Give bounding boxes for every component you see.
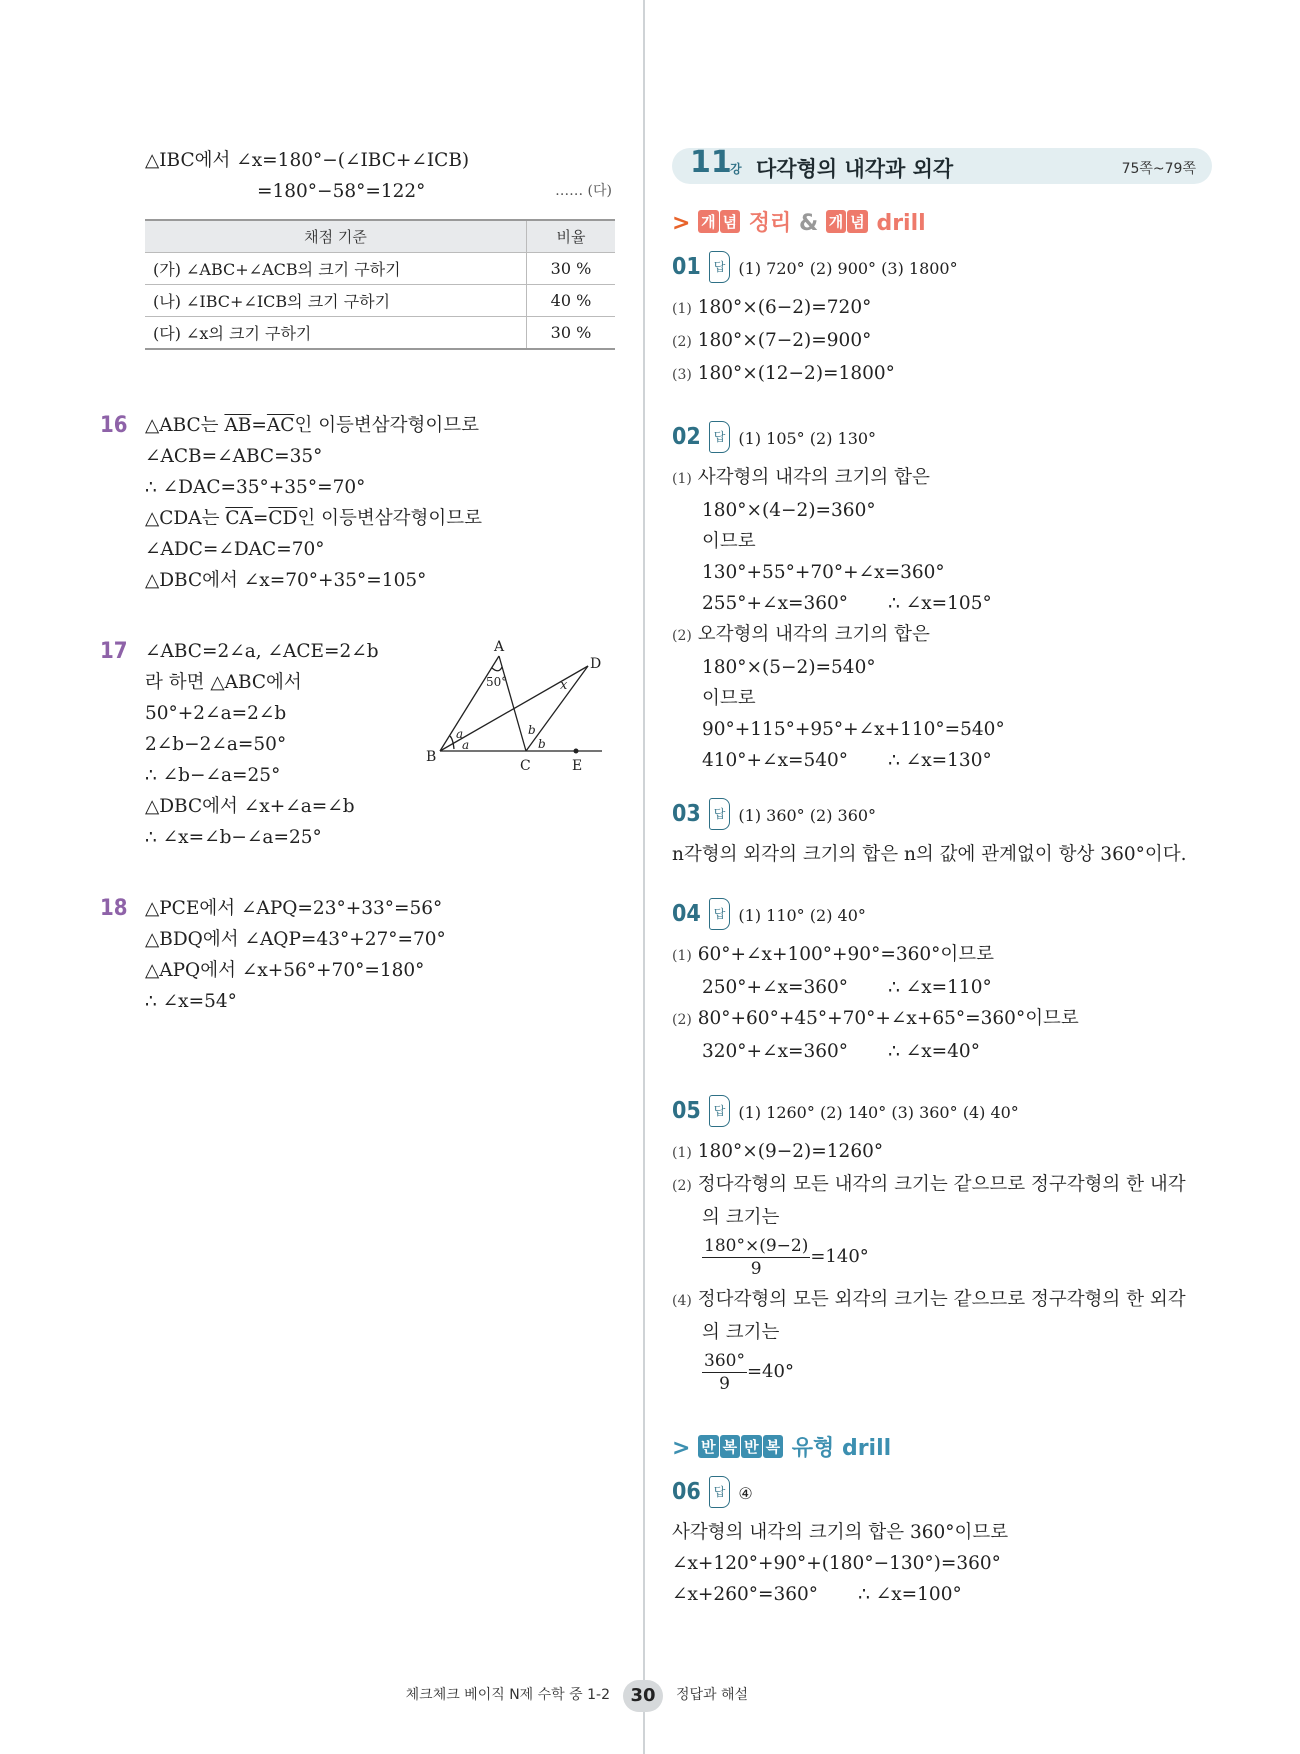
p16-line-6: △DBC에서 ∠x=70°+35°=105° [145, 570, 427, 591]
chapter-number: 11 [690, 145, 732, 180]
p16-line-2: ∠ACB=∠ABC=35° [145, 446, 323, 467]
chevron-right-icon: > [672, 211, 691, 236]
p17-line: ∠ABC=2∠a, ∠ACE=2∠b [145, 641, 379, 662]
question-05 [672, 1095, 1212, 1395]
angle-arc-a [492, 667, 502, 671]
solution-line [672, 1579, 1212, 1610]
text: = [252, 508, 269, 529]
solution-text: 180°×(9−2)=1260° [697, 1141, 884, 1162]
segment-ab: $\overline{AB}$ [224, 415, 252, 436]
item-label: (2) [672, 1012, 692, 1028]
badge: 개 [698, 210, 719, 233]
solution-result: ∴ ∠x=100° [858, 1584, 962, 1605]
problem-15-continuation [100, 145, 620, 207]
scoring-table [145, 219, 615, 350]
solution-line: n각형의 외각의 크기의 합은 n의 값에 관계없이 항상 360°이다. [672, 844, 1187, 865]
left-column [100, 145, 620, 1017]
question-number: 03 [672, 801, 701, 827]
point-e [574, 749, 579, 754]
p16-line-3: ∴ ∠DAC=35°+35°=70° [145, 477, 366, 498]
problem-18 [100, 893, 620, 1017]
solution-text: 오각형의 내각의 크기의 합은 [697, 624, 930, 645]
question-number: 02 [672, 424, 701, 450]
badge: 복 [720, 1435, 741, 1458]
solution-line [672, 1169, 1212, 1202]
criteria-cell: (나) ∠IBC+∠ICB의 크기 구하기 [145, 285, 527, 317]
answer-text: (1) 360° (2) 360° [738, 806, 877, 825]
p18-line: △APQ에서 ∠x+56°+70°=180° [145, 960, 425, 981]
label-angle-a1: a [456, 727, 464, 741]
denominator: 9 [750, 1259, 762, 1279]
text: 인 이등변삼각형이므로 [294, 415, 480, 436]
answer-text: (1) 110° (2) 40° [738, 906, 866, 925]
solution-line: 의 크기는 [702, 1207, 780, 1228]
solution-text: 255°+∠x=360° [702, 593, 849, 614]
question-body [672, 939, 1212, 1067]
fraction [702, 1350, 747, 1395]
text: 인 이등변삼각형이므로 [297, 508, 482, 529]
item-label: (1) [672, 948, 692, 964]
problem-number: 18 [100, 896, 128, 921]
solution-line [672, 619, 1212, 652]
numerator: 180°×(9−2) [704, 1236, 809, 1256]
badge: 념 [720, 210, 741, 233]
p18-line: △BDQ에서 ∠AQP=43°+27°=70° [145, 929, 446, 950]
line-cd [526, 666, 588, 751]
ratio-cell: 40 % [527, 285, 616, 317]
answer-text: (1) 1260° (2) 140° (3) 360° (4) 40° [738, 1103, 1019, 1122]
question-02 [672, 421, 1212, 776]
solution-line [672, 292, 1212, 325]
solution-line: 130°+55°+70°+∠x=360° [702, 562, 945, 583]
section-text: 정리 [741, 211, 799, 236]
answer-badge: 답 [709, 1476, 731, 1508]
center-divider [643, 0, 645, 1754]
answer-badge: 답 [709, 898, 731, 930]
table-row [145, 285, 615, 317]
segment-cd: $\overline{CD}$ [268, 508, 298, 529]
solution-text: 80°+60°+45°+70°+∠x+65°=360°이므로 [697, 1008, 1079, 1029]
solution-line [672, 325, 1212, 358]
ratio-cell: 30 % [527, 253, 616, 285]
p16-line-4 [145, 503, 620, 534]
question-body [672, 1136, 1212, 1395]
p17-line: 2∠b−2∠a=50° [145, 734, 287, 755]
header-ratio: 비율 [527, 220, 616, 253]
section-type-drill [672, 1431, 1212, 1462]
answer-text: (1) 720° (2) 900° (3) 1800° [738, 259, 958, 278]
label-angle-b2: b [538, 737, 546, 751]
solution-line: 90°+115°+95°+∠x+110°=540° [702, 719, 1005, 740]
p17-line: ∴ ∠b−∠a=25° [145, 765, 281, 786]
solution-line: 180°×(4−2)=360° [702, 500, 876, 521]
question-number: 04 [672, 901, 701, 927]
solution-line [672, 939, 1212, 972]
solution-text: 180°×(12−2)=1800° [697, 363, 895, 384]
item-label: (2) [672, 1178, 692, 1194]
table-row [145, 253, 615, 285]
p17-line: 50°+2∠a=2∠b [145, 703, 287, 724]
solution-text: ∠x+260°=360° [672, 1584, 819, 1605]
criteria-cell: (가) ∠ABC+∠ACB의 크기 구하기 [145, 253, 527, 285]
item-label: (2) [672, 628, 692, 644]
solution-line: 180°×(5−2)=540° [702, 657, 876, 678]
angle-arc-b [450, 736, 454, 749]
solution-line [672, 1003, 1212, 1036]
problem-16 [100, 410, 620, 596]
answer-badge: 답 [709, 421, 731, 453]
book-title: 체크체크 베이직 N제 수학 중 1-2 [405, 1687, 610, 1703]
solution-text: 사각형의 내각의 크기의 합은 [697, 467, 930, 488]
solution-text: 정다각형의 모든 외각의 크기는 같으므로 정구각형의 한 외각 [697, 1289, 1186, 1310]
item-label: (3) [672, 367, 692, 383]
solution-line [672, 1136, 1212, 1169]
question-03 [672, 798, 1212, 870]
label-d: D [590, 656, 602, 672]
text: = [251, 415, 267, 436]
label-50: 50° [486, 675, 508, 689]
solution-line [672, 358, 1212, 391]
solution-result: ∴ ∠x=130° [888, 750, 992, 771]
question-number: 01 [672, 254, 701, 280]
chapter-title: 다각형의 내각과 외각 [756, 157, 954, 181]
problem-number: 16 [100, 413, 128, 438]
solution-result: ∴ ∠x=40° [888, 1041, 980, 1062]
question-number: 06 [672, 1479, 701, 1505]
badge: 반 [698, 1435, 719, 1458]
criteria-cell: (다) ∠x의 크기 구하기 [145, 317, 527, 350]
answer-text: (1) 105° (2) 130° [738, 429, 877, 448]
item-label: (1) [672, 1145, 692, 1161]
solution-line [672, 1036, 1212, 1067]
solution-result: ∴ ∠x=110° [888, 977, 992, 998]
p17-line: 라 하면 △ABC에서 [145, 672, 302, 693]
table-row [145, 317, 615, 350]
ampersand: & [798, 211, 819, 236]
solution-text: 180°×(6−2)=720° [697, 297, 872, 318]
chapter-header [672, 145, 1212, 184]
question-body [672, 839, 1212, 870]
question-01 [672, 251, 1212, 391]
question-body [672, 462, 1212, 776]
badge: 복 [763, 1435, 784, 1458]
solution-text: 180°×(7−2)=900° [697, 330, 872, 351]
question-body [672, 292, 1212, 391]
solution-line: 이므로 [702, 688, 756, 709]
cont-line-1: △IBC에서 ∠x=180°−(∠IBC+∠ICB) [145, 150, 470, 171]
solution-line [672, 462, 1212, 495]
item-label: (2) [672, 334, 692, 350]
p17-line: ∴ ∠x=∠b−∠a=25° [145, 827, 322, 848]
right-column [672, 145, 1212, 1610]
label-c: C [520, 758, 531, 774]
chapter-pages: 75쪽~79쪽 [1121, 161, 1196, 177]
fraction-result: =140° [810, 1246, 869, 1267]
fraction-result: =40° [746, 1361, 794, 1382]
solution-line: 의 크기는 [702, 1322, 780, 1343]
solution-line [672, 745, 1212, 776]
triangle-figure [422, 636, 622, 776]
fraction-line [672, 1350, 1212, 1395]
label-e: E [572, 758, 583, 774]
answer-badge: 답 [709, 798, 731, 830]
p17-line: △DBC에서 ∠x+∠a=∠b [145, 796, 355, 817]
p18-line: △PCE에서 ∠APQ=23°+33°=56° [145, 898, 443, 919]
solution-line: 이므로 [702, 531, 756, 552]
problem-number: 17 [100, 639, 128, 664]
solution-line [672, 588, 1212, 619]
section-text: 유형 [784, 1436, 835, 1461]
item-label: (4) [672, 1293, 692, 1309]
section-label: 정답과 해설 [676, 1687, 749, 1703]
fraction [702, 1235, 810, 1280]
question-number: 05 [672, 1098, 701, 1124]
solution-line: 사각형의 내각의 크기의 합은 360°이므로 [672, 1522, 1009, 1543]
denominator: 9 [719, 1374, 730, 1394]
question-06 [672, 1476, 1212, 1610]
question-header [672, 251, 1212, 284]
p16-line-5: ∠ADC=∠DAC=70° [145, 539, 325, 560]
badge: 념 [847, 210, 868, 233]
p18-line: ∴ ∠x=54° [145, 991, 237, 1012]
question-header [672, 421, 1212, 454]
badge: 반 [741, 1435, 762, 1458]
p16-line-1 [145, 410, 620, 441]
cont-line-2: =180°−58°=122° [257, 181, 426, 202]
section-text: drill [834, 1436, 892, 1461]
header-criteria: 채점 기준 [145, 220, 527, 253]
table-header-row [145, 220, 615, 253]
label-a: A [494, 639, 505, 655]
item-label: (1) [672, 301, 692, 317]
side-ba [440, 656, 499, 751]
section-concept-drill [672, 206, 1212, 237]
solution-line [672, 972, 1212, 1003]
question-04 [672, 898, 1212, 1067]
answer-text: ④ [738, 1484, 753, 1503]
ratio-cell: 30 % [527, 317, 616, 350]
fraction-line [672, 1235, 1212, 1280]
solution-text: 320°+∠x=360° [702, 1041, 849, 1062]
label-angle-b1: b [528, 723, 536, 737]
solution-text: 410°+∠x=540° [702, 750, 849, 771]
question-header [672, 798, 1212, 831]
segment-ca: $\overline{CA}$ [225, 508, 253, 529]
label-angle-x: x [560, 678, 568, 693]
solution-text: 250°+∠x=360° [702, 977, 849, 998]
item-label: (1) [672, 471, 692, 487]
question-header [672, 1476, 1212, 1509]
solution-result: ∴ ∠x=105° [888, 593, 992, 614]
answer-badge: 답 [709, 1095, 731, 1127]
numerator: 360° [704, 1351, 745, 1371]
text: △CDA는 [145, 508, 226, 529]
chevron-right-icon: > [672, 1436, 691, 1461]
solution-line [672, 1284, 1212, 1317]
question-body [672, 1517, 1212, 1610]
solution-text: 60°+∠x+100°+90°=360°이므로 [697, 944, 994, 965]
solution-line: ∠x+120°+90°+(180°−130°)=360° [672, 1553, 1001, 1574]
question-header [672, 898, 1212, 931]
segment-ac: $\overline{AC}$ [266, 415, 295, 436]
label-angle-a2: a [462, 738, 470, 752]
problem-17 [100, 636, 620, 853]
step-mark: …… (다) [555, 183, 612, 199]
badge: 개 [826, 210, 847, 233]
page-number: 30 [623, 1680, 663, 1712]
question-header [672, 1095, 1212, 1128]
chapter-kang: 강 [730, 162, 742, 176]
section-text: drill [868, 211, 926, 236]
label-b: B [426, 749, 437, 765]
answer-badge: 답 [709, 251, 731, 283]
solution-text: 정다각형의 모든 내각의 크기는 같으므로 정구각형의 한 내각 [697, 1174, 1186, 1195]
text: △ABC는 [145, 415, 225, 436]
